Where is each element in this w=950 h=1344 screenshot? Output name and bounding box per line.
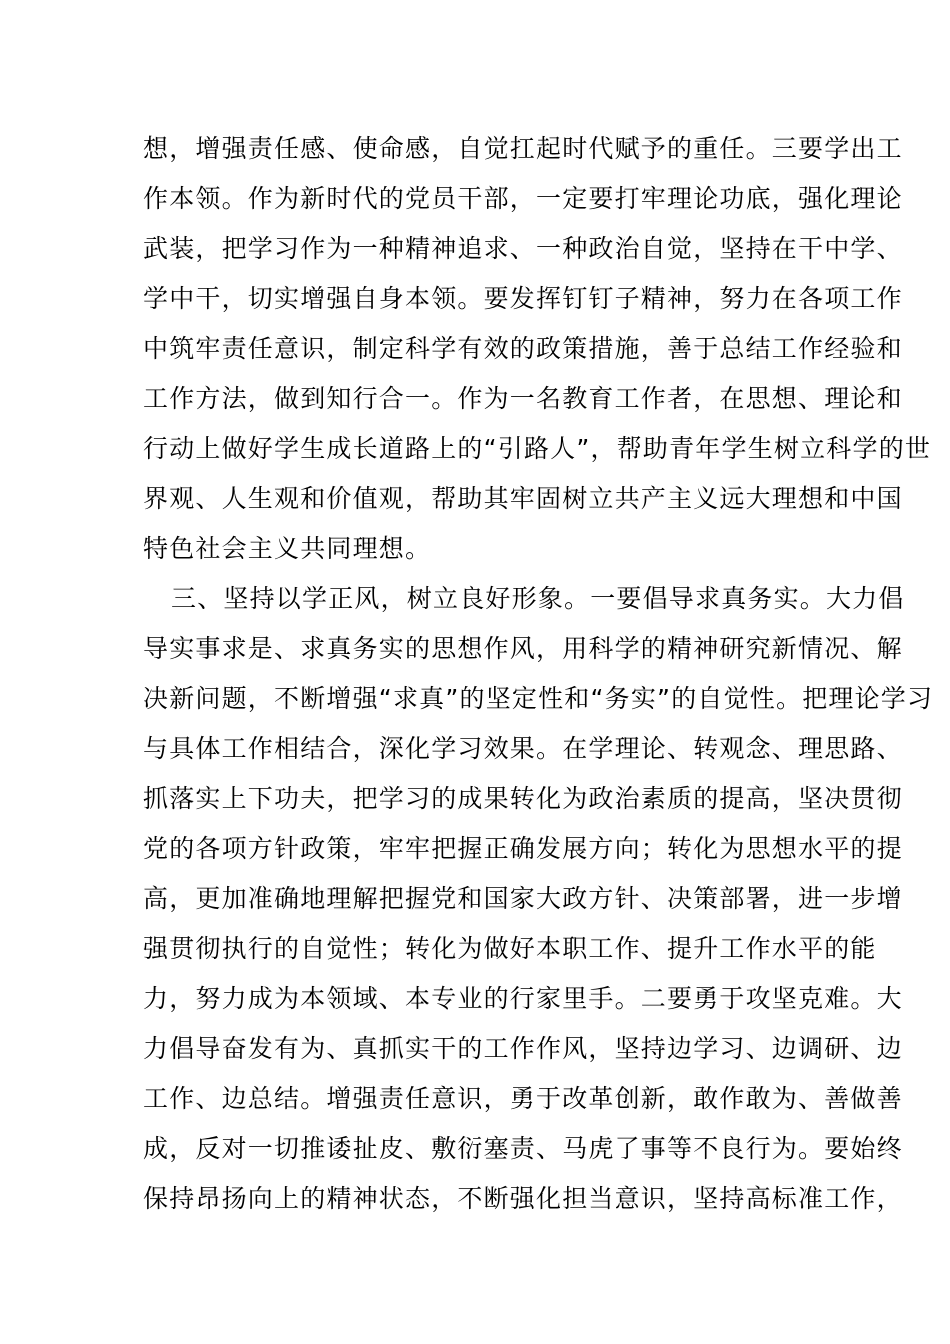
text-line: 保持昂扬向上的精神状态，不断强化担当意识，坚持高标准工作， xyxy=(143,1184,903,1213)
text-line: 工作、边总结。增强责任意识，勇于改革创新，敢作敢为、善做善 xyxy=(143,1084,903,1113)
paragraph-section-three xyxy=(143,574,934,1224)
text-line: 抓落实上下功夫，把学习的成果转化为政治素质的提高，坚决贯彻 xyxy=(143,784,903,813)
text-line: 想，增强责任感、使命感，自觉扛起时代赋予的重任。三要学出工 xyxy=(143,134,903,163)
text-line: 中筑牢责任意识，制定科学有效的政策措施，善于总结工作经验和 xyxy=(143,334,903,363)
text-line: 学中干，切实增强自身本领。要发挥钉钉子精神，努力在各项工作 xyxy=(143,284,903,313)
text-line: 特色社会主义共同理想。 xyxy=(143,534,432,563)
text-line: 导实事求是、求真务实的思想作风，用科学的精神研究新情况、解 xyxy=(143,634,903,663)
text-line: 行动上做好学生成长道路上的“引路人”，帮助青年学生树立科学的世 xyxy=(143,434,932,463)
text-line: 高，更加准确地理解把握党和国家大政方针、决策部署，进一步增 xyxy=(143,884,903,913)
text-line: 强贯彻执行的自觉性；转化为做好本职工作、提升工作水平的能 xyxy=(143,934,877,963)
text-line: 作本领。作为新时代的党员干部，一定要打牢理论功底，强化理论 xyxy=(143,184,903,213)
paragraph-continued xyxy=(143,124,932,574)
text-line: 界观、人生观和价值观，帮助其牢固树立共产主义远大理想和中国 xyxy=(143,484,903,513)
text-line: 党的各项方针政策，牢牢把握正确发展方向；转化为思想水平的提 xyxy=(143,834,903,863)
body-text xyxy=(143,124,934,1224)
section-heading-line: 三、坚持以学正风，树立良好形象。一要倡导求真务实。大力倡 xyxy=(171,584,905,613)
text-line: 工作方法，做到知行合一。作为一名教育工作者，在思想、理论和 xyxy=(143,384,903,413)
text-line: 决新问题，不断增强“求真”的坚定性和“务实”的自觉性。把理论学习 xyxy=(143,684,934,713)
text-line: 与具体工作相结合，深化学习效果。在学理论、转观念、理思路、 xyxy=(143,734,903,763)
text-line: 力，努力成为本领域、本专业的行家里手。二要勇于攻坚克难。大 xyxy=(143,984,903,1013)
text-line: 力倡导奋发有为、真抓实干的工作作风，坚持边学习、边调研、边 xyxy=(143,1034,903,1063)
text-line: 武装，把学习作为一种精神追求、一种政治自觉，坚持在干中学、 xyxy=(143,234,903,263)
text-line: 成，反对一切推诿扯皮、敷衍塞责、马虎了事等不良行为。要始终 xyxy=(143,1134,903,1163)
